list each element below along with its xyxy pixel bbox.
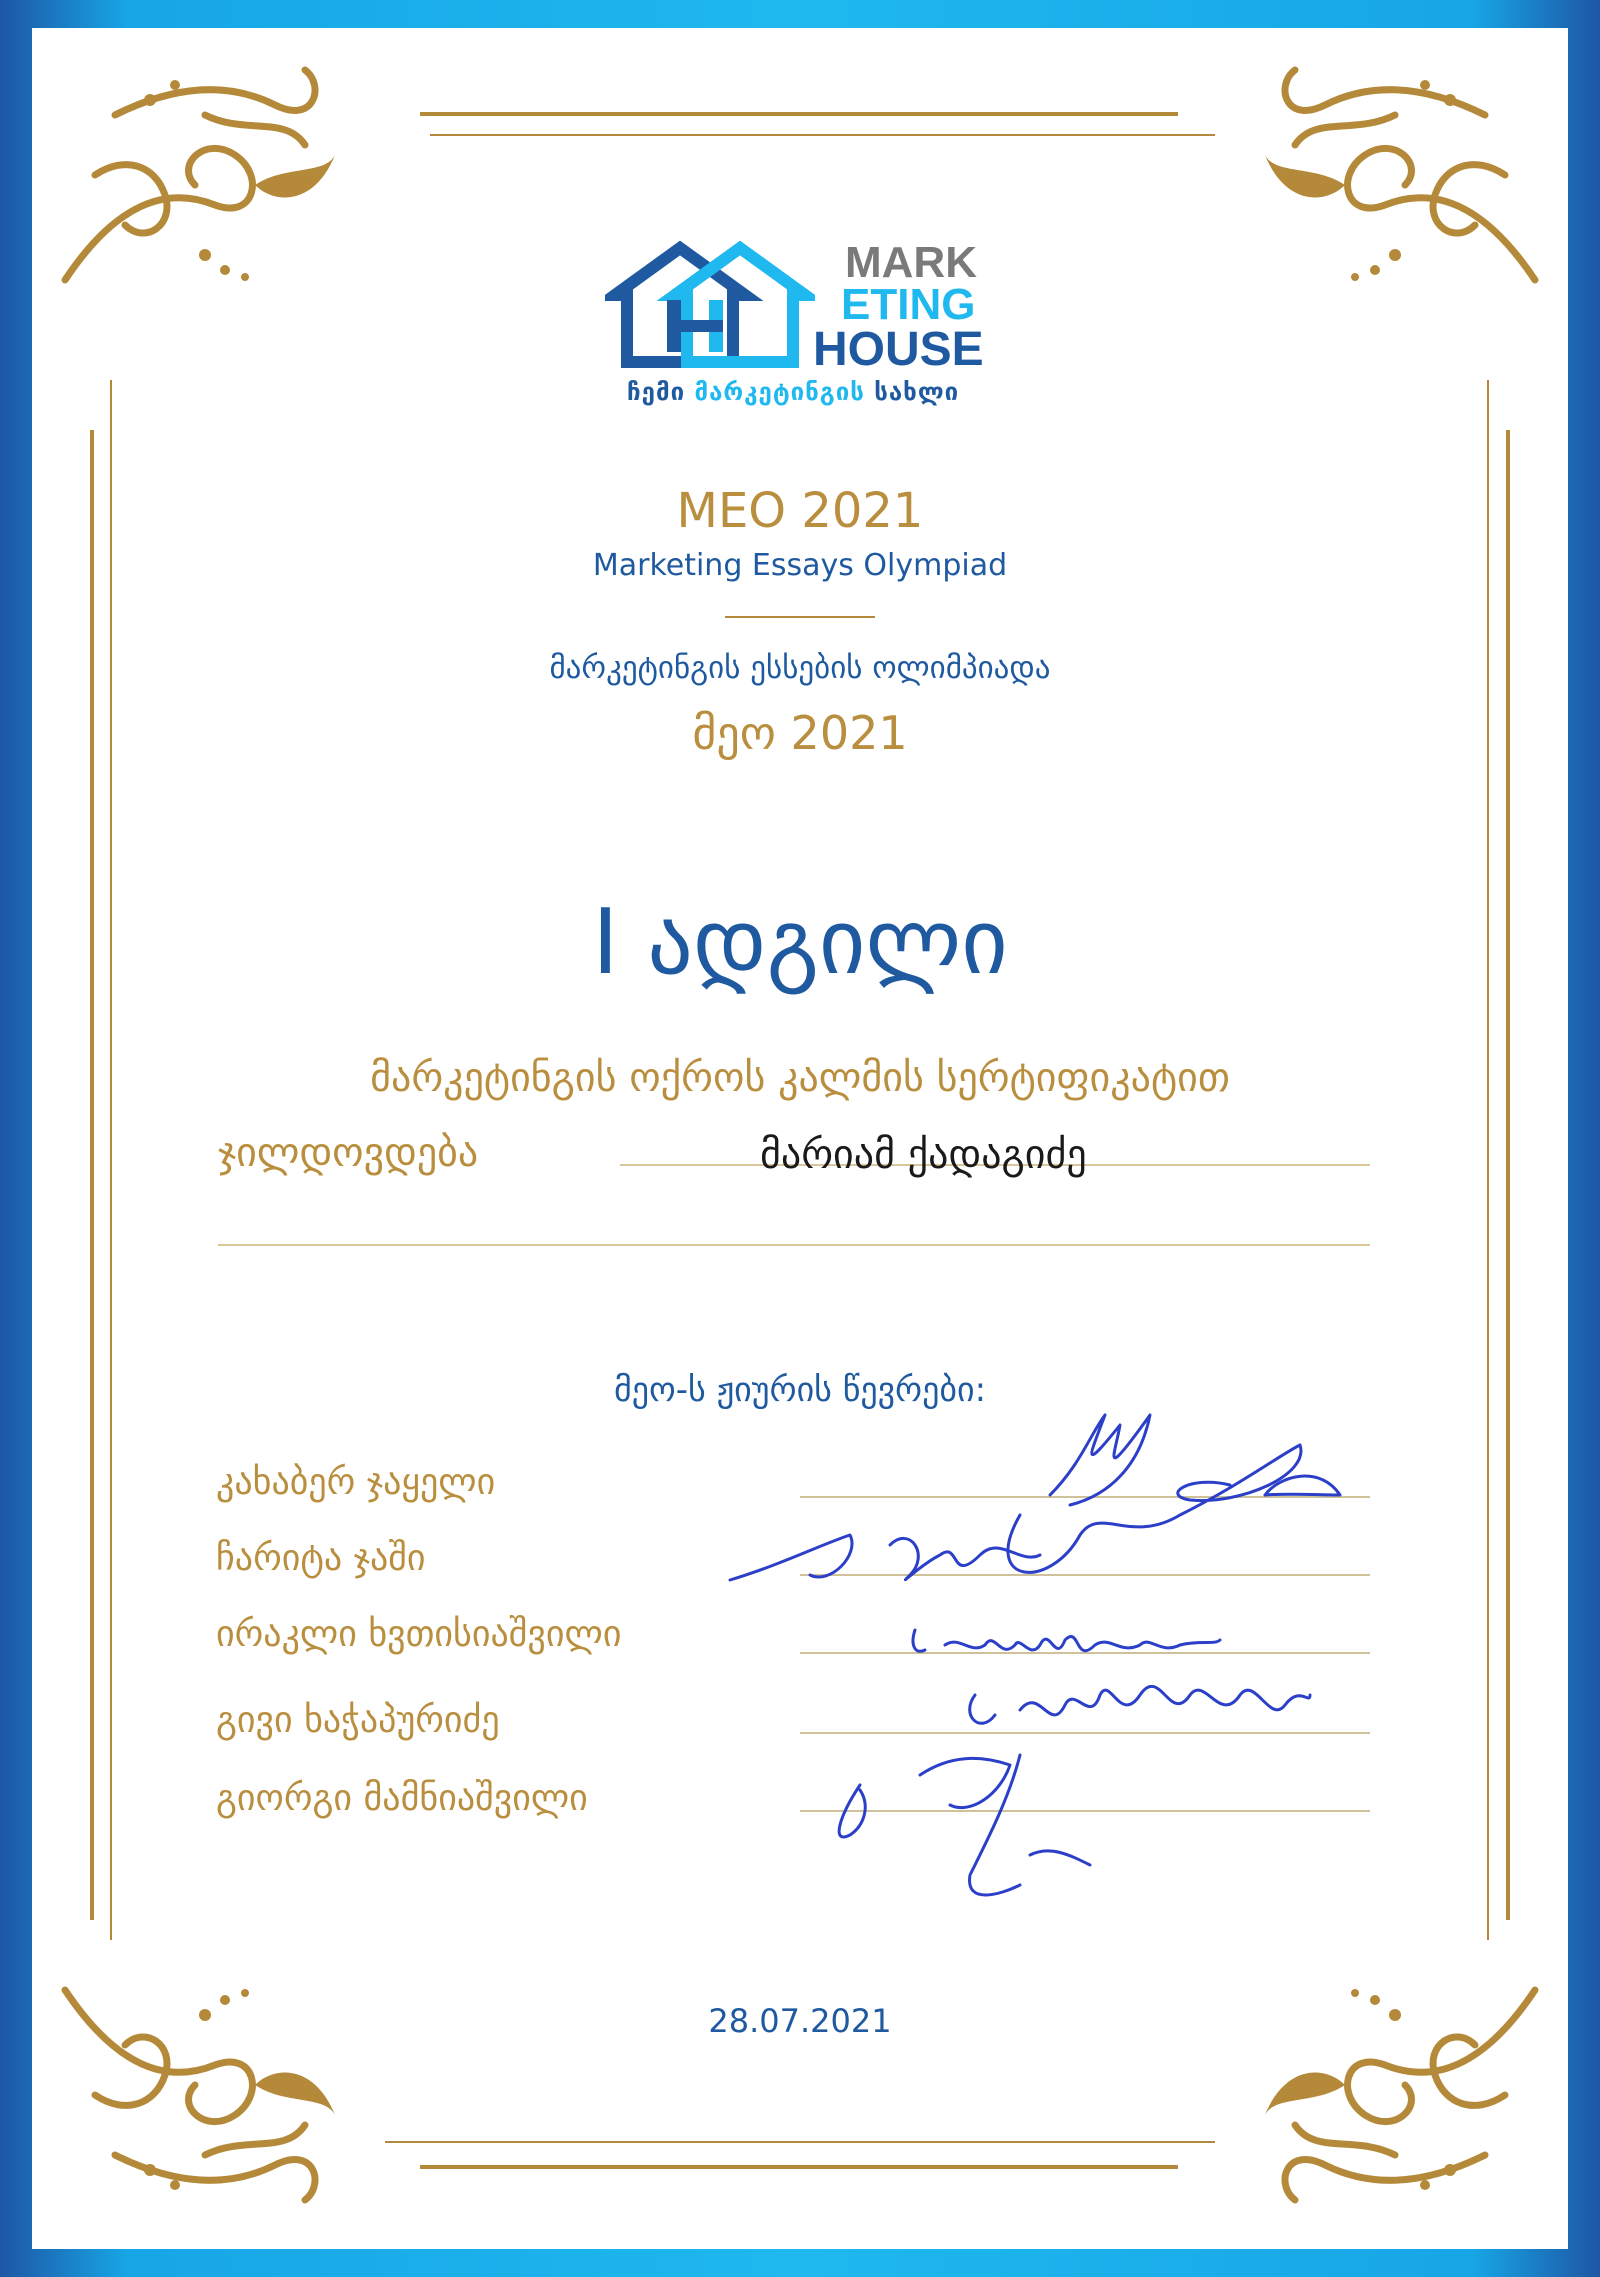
logo-tagline (627, 378, 1007, 406)
gold-corner-ornament-icon (1255, 55, 1545, 325)
award-place: I ადგილი (592, 890, 1008, 995)
handwritten-signatures (720, 1395, 1380, 1965)
title-divider (725, 616, 875, 618)
logo-tagline-part-3: სახლი (874, 378, 960, 406)
award-line-1: მარკეტინგის ოქროს კალმის სერტიფიკატით (370, 1055, 1230, 1101)
jury-member-name: გივი ხაჭაპურიძე (216, 1700, 500, 1741)
event-subtitle-en: Marketing Essays Olympiad (592, 548, 1008, 583)
event-title-en: MEO 2021 (676, 483, 924, 539)
gold-corner-ornament-icon (1255, 1945, 1545, 2215)
bottom-gold-rule (385, 2141, 1215, 2143)
marketing-house-logo (605, 240, 1005, 415)
left-gold-rule-2 (110, 380, 112, 1940)
event-title-ka: მეო 2021 (692, 706, 908, 760)
top-gold-rule-2 (430, 134, 1215, 136)
jury-member-name: კახაბერ ჯაყელი (216, 1462, 496, 1503)
event-subtitle-ka: მარკეტინგის ესსების ოლიმპიადა (549, 650, 1051, 686)
gold-corner-ornament-icon (55, 1945, 345, 2215)
logo-tagline-part-2: მარკეტინგის (694, 378, 865, 406)
gold-corner-ornament-icon (55, 55, 345, 325)
jury-member-name: ირაკლი ხვთისიაშვილი (216, 1614, 622, 1655)
logo-tagline-part-1: ჩემი (627, 378, 686, 406)
house-logo-icon (605, 240, 815, 370)
right-gold-rule (1487, 380, 1489, 1940)
logo-word-house: HOUSE (813, 323, 984, 376)
award-line-2: ჯილდოვდება (218, 1130, 479, 1176)
jury-heading: მეო-ს ჟიურის წევრები: (613, 1370, 987, 1410)
logo-word-eting: ETING (841, 280, 976, 329)
recipient-name: მარიამ ქადაგიძე (760, 1132, 1087, 1178)
certificate-date: 28.07.2021 (708, 2002, 892, 2040)
top-gold-rule (420, 112, 1178, 116)
award-divider (218, 1244, 1370, 1246)
logo-word-mark: MARK (845, 238, 977, 287)
jury-member-name: გიორგი მამნიაშვილი (216, 1778, 588, 1819)
bottom-gold-rule-2 (420, 2165, 1178, 2169)
jury-member-name: ჩარიტა ჯაში (216, 1538, 426, 1579)
